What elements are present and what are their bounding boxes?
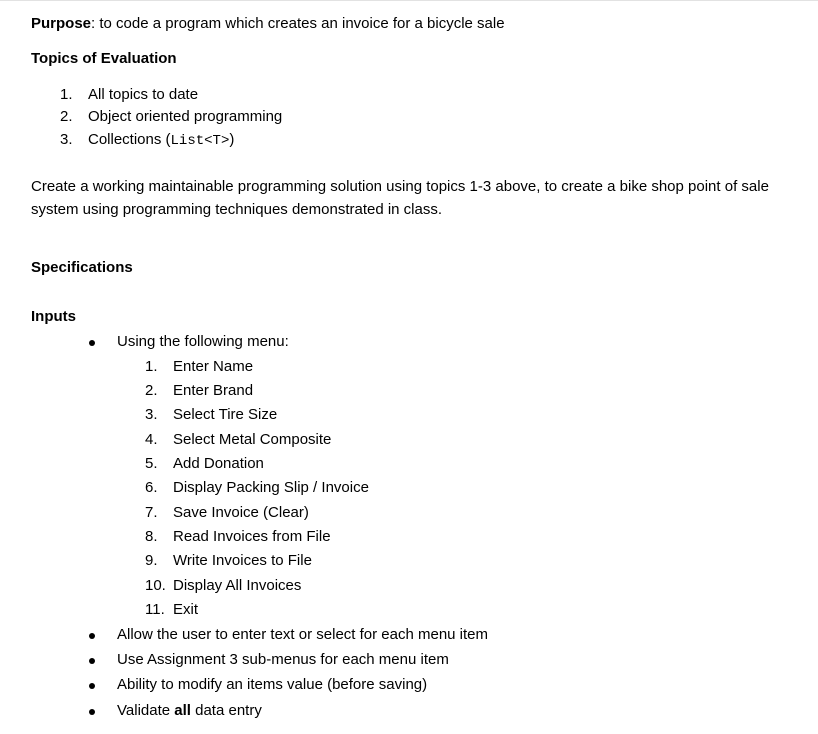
menu-item [145,551,312,571]
menu-item [145,503,309,523]
menu-item-number: 6. [145,479,158,496]
menu-item-text: Write Invoices to File [173,552,312,569]
purpose-line [31,14,505,34]
menu-item-text: Add Donation [173,455,264,472]
menu-item-text: Display All Invoices [173,577,302,594]
topics-item [60,107,282,127]
menu-item-number: 11. [145,601,165,618]
menu-item-text: Select Tire Size [173,406,278,423]
menu-item-number: 4. [145,431,158,448]
menu-intro: Using the following menu: [117,333,289,350]
topics-item-text: All topics to date [88,86,199,103]
menu-item-number: 3. [145,406,158,423]
bullet-icon [89,633,95,639]
topics-item [60,85,198,105]
topics-item-suffix: ) [229,131,235,148]
menu-item [145,576,301,596]
topics-item-number: 2. [60,108,73,125]
topics-item-number: 3. [60,131,73,148]
validate-post: data entry [190,702,262,719]
bullet-icon [89,683,95,689]
menu-item [145,600,198,620]
validate-emphasis: all [174,702,191,719]
menu-item [145,527,331,547]
menu-item-text: Enter Name [173,358,254,375]
bullet-icon [89,709,95,715]
menu-item-text: Select Metal Composite [173,431,332,448]
menu-item-number: 1. [145,358,158,375]
menu-item [145,405,277,425]
bullet-icon [89,658,95,664]
input-bullet-item: Ability to modify an items value (before saving) [117,676,428,693]
menu-item [145,381,253,401]
input-bullet-item: Allow the user to enter text or select for each menu item [117,626,489,643]
purpose-text: : to code a program which creates an invoice for a bicycle sale [91,15,505,32]
menu-item-number: 5. [145,455,158,472]
menu-item-text: Display Packing Slip / Invoice [173,479,369,496]
topics-item-text: Object oriented programming [88,108,283,125]
menu-item-number: 10. [145,577,166,594]
menu-item [145,454,264,474]
purpose-label: Purpose [31,15,92,32]
specifications-heading: Specifications [31,259,133,276]
menu-item [145,357,253,377]
topics-item-prefix: Collections ( [88,131,171,148]
topics-item-number: 1. [60,86,73,103]
topics-item [60,130,234,151]
menu-item-number: 8. [145,528,158,545]
menu-item [145,430,331,450]
menu-item-number: 9. [145,552,158,569]
bullet-icon [89,340,95,346]
validate-bullet-item [117,701,262,721]
menu-item-text: Enter Brand [173,382,254,399]
menu-item-number: 2. [145,382,158,399]
topics-heading: Topics of Evaluation [31,50,177,67]
menu-item-text: Save Invoice (Clear) [173,504,309,521]
menu-item-text: Exit [173,601,199,618]
topics-item-code: List<T> [170,133,230,149]
menu-item-text: Read Invoices from File [173,528,331,545]
input-bullet-item: Use Assignment 3 sub-menus for each menu item [117,651,449,668]
menu-item-number: 7. [145,504,158,521]
validate-pre: Validate [117,702,175,719]
menu-item [145,478,369,498]
description-line-2: system using programming techniques demonstrated in class. [31,201,443,218]
description-line-1: Create a working maintainable programming solution using topics 1-3 above, to create a bike shop point of sale [31,178,769,195]
inputs-heading: Inputs [31,308,76,325]
